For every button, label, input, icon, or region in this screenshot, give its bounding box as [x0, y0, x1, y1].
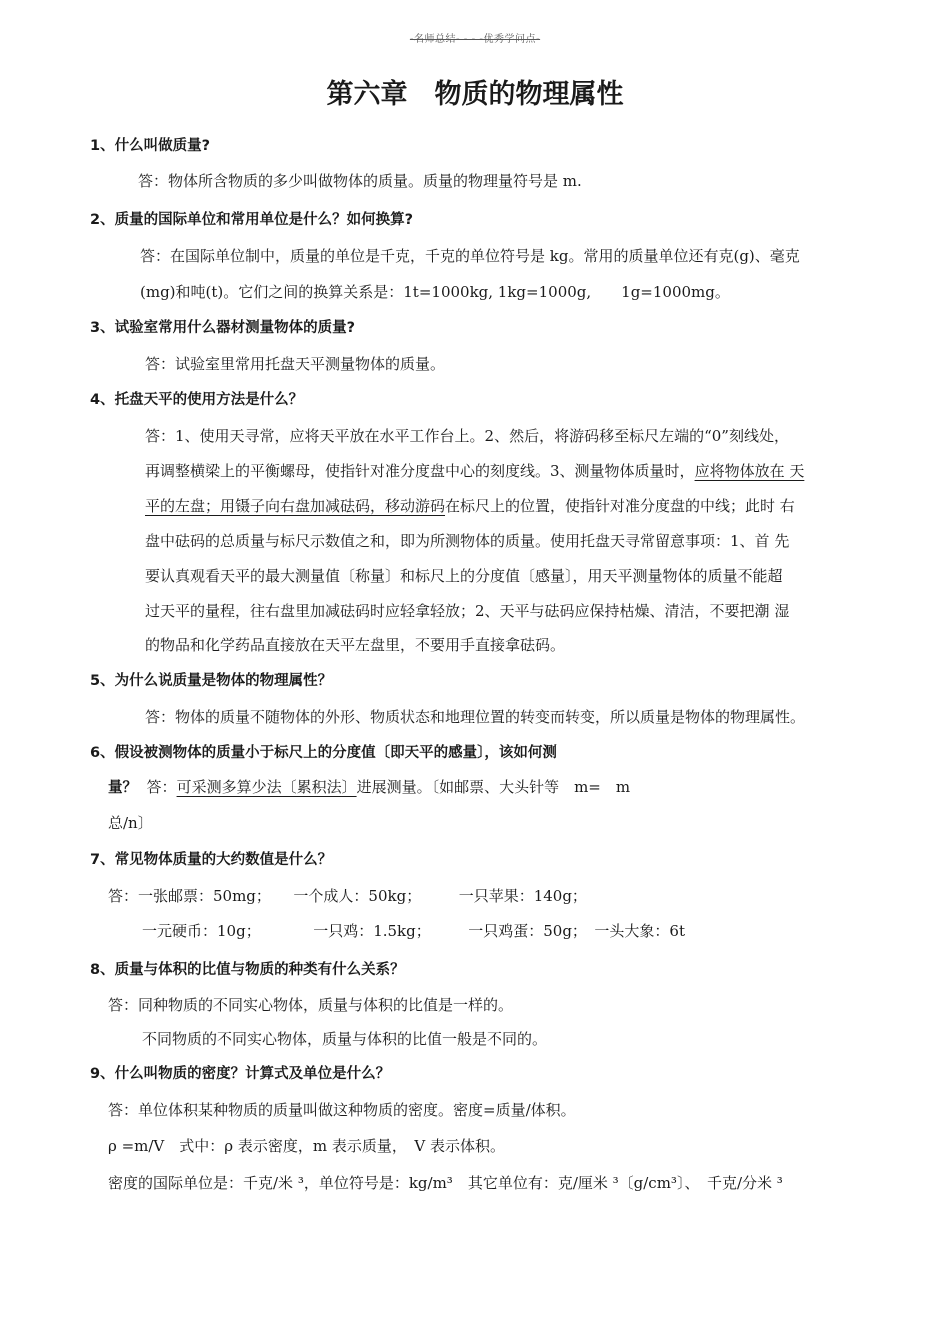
question-2: 2、质量的国际单位和常用单位是什么？如何换算?: [90, 212, 413, 228]
answer-2-line-1: 答：在国际单位制中，质量的单位是千克，千克的单位符号是 kg。常用的质量单位还有克(g)、毫克: [140, 247, 800, 265]
answer-1: 答：物体所含物质的多少叫做物体的质量。质量的物理量符号是 m.: [138, 172, 582, 190]
answer-5: 答：物体的质量不随物体的外形、物质状态和地理位置的转变而转变，所以质量是物体的物理属性。: [145, 708, 806, 726]
question-4: 4、托盘天平的使用方法是什么？: [90, 392, 304, 408]
answer-4-line-5: 要认真观看天平的最大测量值〔称量〕和标尺上的分度值〔感量〕，用天平测量物体的质量不能超: [145, 567, 783, 585]
answer-4-line-7: 的物品和化学药品直接放在天平左盘里，不要用手直接拿砝码。: [145, 636, 566, 654]
answer-6-prefix: 答：: [146, 778, 177, 796]
answer-6-method: 可采测多算少法〔累积法〕: [176, 778, 357, 796]
answer-2-line-2: (mg)和吨(t)。它们之间的换算关系是：1t=1000kg, 1kg=1000g, 1g=1000mg。: [140, 283, 730, 301]
answer-4-line-1: 答：1、使用天寻常，应将天平放在水平工作台上。2、然后，将游码移至标尺左端的“0”刻线处，: [145, 427, 789, 445]
answer-7-line-1: 答：一张邮票：50mg； 一个成人：50kg； 一只苹果：140g；: [108, 887, 587, 905]
answer-4-line-3-text: 在标尺上的位置，使指针对准分度盘的中线；此时 右: [445, 497, 795, 515]
page-header: -名师总结- - - -优秀学问点-: [409, 34, 541, 45]
question-6-line-2: [108, 776, 630, 797]
answer-4-line-4: 盘中砝码的总质量与标尺示数值之和，即为所测物体的质量。使用托盘天寻常留意事项：1、首 先: [145, 532, 790, 550]
question-9: 9、什么叫物质的密度？计算式及单位是什么？: [90, 1066, 391, 1082]
answer-4-underlined-end: 平的左盘；用镊子向右盘加减砝码，移动游码: [145, 497, 446, 515]
answer-6-text: 进展测量。〔如邮票、大头针等 m= m: [356, 778, 631, 796]
answer-6-line-3: 总/n〕: [108, 814, 153, 832]
answer-7-line-2: 一元硬币：10g； 一只鸡：1.5kg； 一只鸡蛋：50g； 一头大象：6t: [142, 922, 685, 940]
answer-4-line-6: 过天平的量程，往右盘里加减砝码时应轻拿轻放；2、天平与砝码应保持枯燥、清洁，不要把潮 湿: [145, 602, 790, 620]
density-units: 密度的国际单位是：千克/米 ³，单位符号是：kg/m³ 其它单位有：克/厘米 ³〔g/cm³〕、 千克/分米 ³: [108, 1174, 783, 1192]
question-6-tail: 量？: [108, 780, 137, 796]
density-formula: ρ =m/V 式中：ρ 表示密度，m 表示质量， V 表示体积。: [108, 1137, 505, 1155]
answer-4-line-2: [145, 460, 804, 481]
answer-4-underlined-start: 应将物体放在 天: [694, 462, 805, 480]
question-5: 5、为什么说质量是物体的物理属性？: [90, 673, 333, 689]
answer-8-line-2: 不同物质的不同实心物体，质量与体积的比值一般是不同的。: [142, 1030, 548, 1048]
question-6-line-1: 6、假设被测物体的质量小于标尺上的分度值〔即天平的感量〕，该如何测: [90, 745, 557, 761]
question-7: 7、常见物体质量的大约数值是什么？: [90, 852, 333, 868]
question-8: 8、质量与体积的比值与物质的种类有什么关系？: [90, 962, 405, 978]
chapter-title: 第六章 物质的物理属性: [326, 79, 624, 110]
question-3: 3、试验室常用什么器材测量物体的质量?: [90, 320, 355, 336]
answer-9-line-1: 答：单位体积某种物质的质量叫做这种物质的密度。密度=质量/体积。: [108, 1101, 576, 1119]
answer-3: 答：试验室里常用托盘天平测量物体的质量。: [145, 355, 446, 373]
answer-4-line-3: [145, 495, 795, 516]
answer-4-line-2-text: 再调整横梁上的平衡螺母，使指针对准分度盘中心的刻度线。3、测量物体质量时，: [145, 462, 695, 480]
answer-8-line-1: 答：同种物质的不同实心物体，质量与体积的比值是一样的。: [108, 996, 514, 1014]
question-1: 1、什么叫做质量?: [90, 138, 210, 154]
